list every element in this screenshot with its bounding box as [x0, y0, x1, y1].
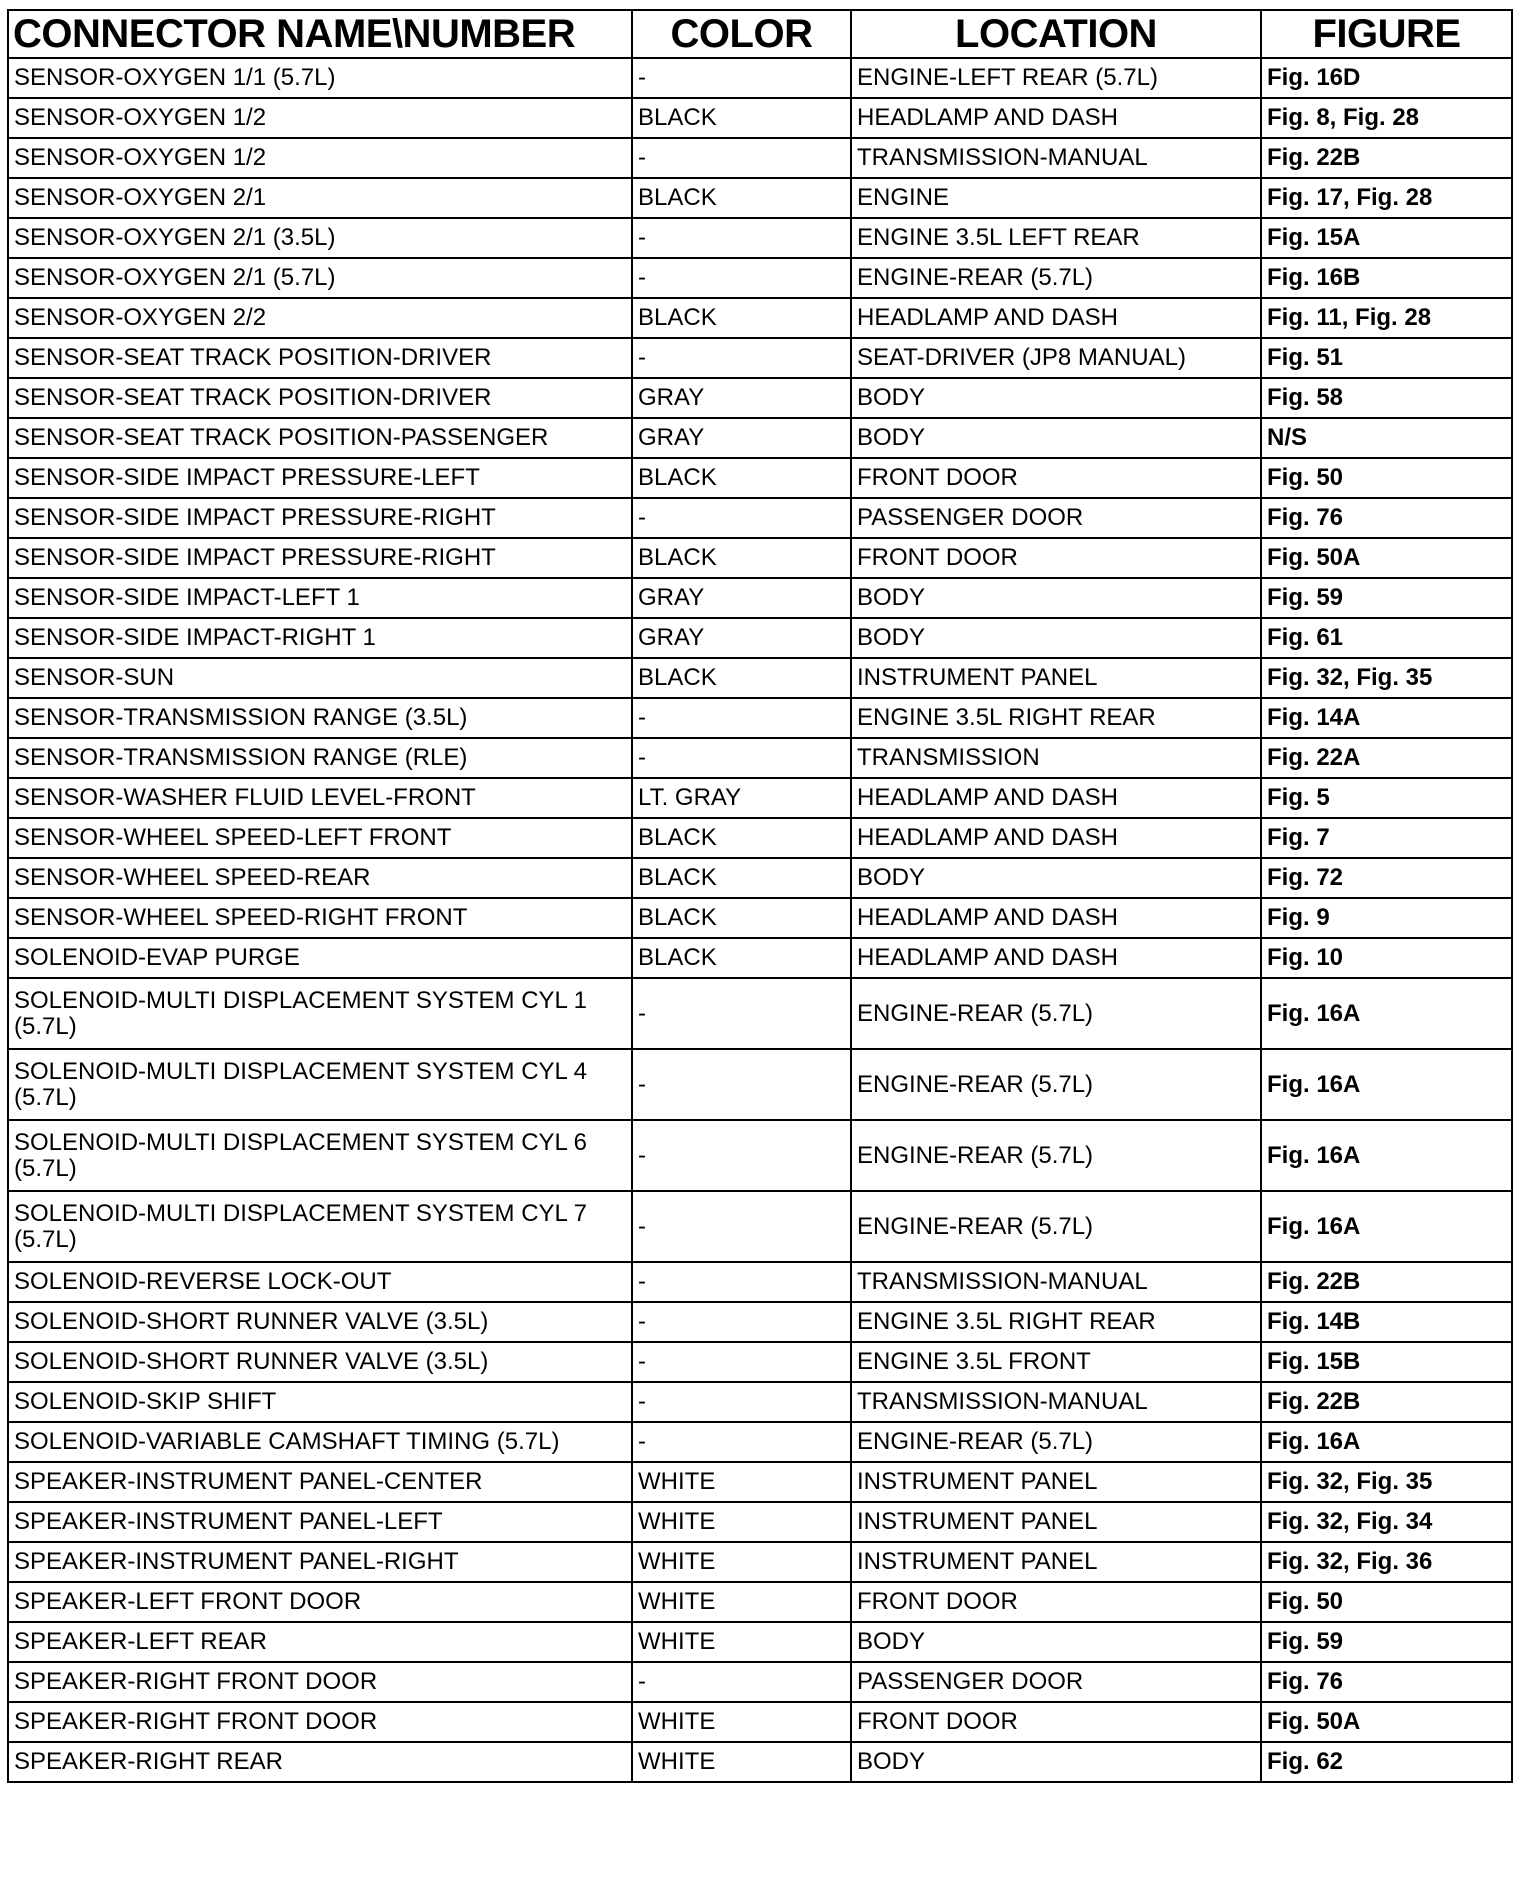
cell-color: BLACK — [632, 538, 851, 578]
table-row — [8, 178, 1512, 218]
cell-connector-name: SOLENOID-MULTI DISPLACEMENT SYSTEM CYL 6 (5.7L) — [8, 1120, 632, 1191]
cell-color: BLACK — [632, 658, 851, 698]
cell-location: ENGINE-REAR (5.7L) — [851, 1120, 1261, 1191]
cell-connector-name: SENSOR-OXYGEN 1/1 (5.7L) — [8, 58, 632, 98]
cell-location: HEADLAMP AND DASH — [851, 98, 1261, 138]
table-row — [8, 1662, 1512, 1702]
table-row — [8, 1502, 1512, 1542]
cell-location: BODY — [851, 578, 1261, 618]
cell-color: LT. GRAY — [632, 778, 851, 818]
cell-figure: Fig. 14A — [1261, 698, 1512, 738]
cell-color: BLACK — [632, 298, 851, 338]
cell-color: GRAY — [632, 578, 851, 618]
cell-figure: Fig. 16A — [1261, 978, 1512, 1049]
cell-color: WHITE — [632, 1702, 851, 1742]
table-row — [8, 1542, 1512, 1582]
cell-location: HEADLAMP AND DASH — [851, 938, 1261, 978]
cell-color: - — [632, 1382, 851, 1422]
table-row — [8, 218, 1512, 258]
cell-color: BLACK — [632, 898, 851, 938]
cell-connector-name: SENSOR-OXYGEN 1/2 — [8, 98, 632, 138]
cell-color: - — [632, 738, 851, 778]
cell-location: BODY — [851, 1622, 1261, 1662]
table-row — [8, 898, 1512, 938]
cell-location: PASSENGER DOOR — [851, 1662, 1261, 1702]
cell-figure: Fig. 59 — [1261, 578, 1512, 618]
cell-figure: Fig. 15B — [1261, 1342, 1512, 1382]
table-row — [8, 378, 1512, 418]
table-row — [8, 618, 1512, 658]
cell-color: - — [632, 338, 851, 378]
cell-location: BODY — [851, 378, 1261, 418]
table-row — [8, 578, 1512, 618]
cell-color: - — [632, 1302, 851, 1342]
cell-connector-name: SENSOR-SEAT TRACK POSITION-DRIVER — [8, 338, 632, 378]
table-row — [8, 458, 1512, 498]
cell-connector-name: SOLENOID-SKIP SHIFT — [8, 1382, 632, 1422]
table-body — [8, 58, 1512, 1782]
cell-location: ENGINE — [851, 178, 1261, 218]
table-row — [8, 58, 1512, 98]
cell-figure: Fig. 22B — [1261, 1382, 1512, 1422]
table-row — [8, 1702, 1512, 1742]
cell-color: BLACK — [632, 938, 851, 978]
cell-figure: Fig. 50 — [1261, 1582, 1512, 1622]
cell-connector-name: SPEAKER-INSTRUMENT PANEL-RIGHT — [8, 1542, 632, 1582]
cell-color: GRAY — [632, 618, 851, 658]
cell-location: TRANSMISSION-MANUAL — [851, 1382, 1261, 1422]
cell-figure: N/S — [1261, 418, 1512, 458]
cell-figure: Fig. 72 — [1261, 858, 1512, 898]
cell-color: GRAY — [632, 418, 851, 458]
cell-figure: Fig. 16A — [1261, 1191, 1512, 1262]
cell-connector-name: SENSOR-SIDE IMPACT-RIGHT 1 — [8, 618, 632, 658]
cell-figure: Fig. 15A — [1261, 218, 1512, 258]
cell-color: - — [632, 58, 851, 98]
cell-connector-name: SENSOR-OXYGEN 2/1 — [8, 178, 632, 218]
cell-color: - — [632, 1049, 851, 1120]
table-row — [8, 1422, 1512, 1462]
cell-figure: Fig. 7 — [1261, 818, 1512, 858]
cell-location: ENGINE 3.5L RIGHT REAR — [851, 1302, 1261, 1342]
table-row — [8, 298, 1512, 338]
cell-location: INSTRUMENT PANEL — [851, 658, 1261, 698]
cell-figure: Fig. 50A — [1261, 1702, 1512, 1742]
cell-figure: Fig. 11, Fig. 28 — [1261, 298, 1512, 338]
cell-connector-name: SENSOR-OXYGEN 2/2 — [8, 298, 632, 338]
cell-connector-name: SENSOR-OXYGEN 2/1 (5.7L) — [8, 258, 632, 298]
cell-location: TRANSMISSION-MANUAL — [851, 138, 1261, 178]
cell-figure: Fig. 14B — [1261, 1302, 1512, 1342]
cell-location: TRANSMISSION-MANUAL — [851, 1262, 1261, 1302]
table-row — [8, 1049, 1512, 1120]
cell-figure: Fig. 16D — [1261, 58, 1512, 98]
cell-location: ENGINE-REAR (5.7L) — [851, 1191, 1261, 1262]
cell-color: WHITE — [632, 1462, 851, 1502]
header-color: COLOR — [632, 10, 851, 58]
cell-connector-name: SENSOR-WHEEL SPEED-REAR — [8, 858, 632, 898]
cell-connector-name: SPEAKER-RIGHT REAR — [8, 1742, 632, 1782]
cell-figure: Fig. 59 — [1261, 1622, 1512, 1662]
cell-connector-name: SENSOR-WASHER FLUID LEVEL-FRONT — [8, 778, 632, 818]
table-row — [8, 138, 1512, 178]
table-row — [8, 1742, 1512, 1782]
table-row — [8, 778, 1512, 818]
table-row — [8, 1582, 1512, 1622]
cell-figure: Fig. 16A — [1261, 1049, 1512, 1120]
cell-color: GRAY — [632, 378, 851, 418]
table-row — [8, 978, 1512, 1049]
table-row — [8, 938, 1512, 978]
cell-connector-name: SENSOR-OXYGEN 2/1 (3.5L) — [8, 218, 632, 258]
cell-color: - — [632, 218, 851, 258]
cell-figure: Fig. 22A — [1261, 738, 1512, 778]
cell-color: BLACK — [632, 178, 851, 218]
table-row — [8, 1262, 1512, 1302]
cell-location: PASSENGER DOOR — [851, 498, 1261, 538]
cell-connector-name: SPEAKER-LEFT FRONT DOOR — [8, 1582, 632, 1622]
cell-color: BLACK — [632, 98, 851, 138]
cell-figure: Fig. 76 — [1261, 498, 1512, 538]
cell-figure: Fig. 50A — [1261, 538, 1512, 578]
cell-location: BODY — [851, 418, 1261, 458]
cell-figure: Fig. 32, Fig. 35 — [1261, 1462, 1512, 1502]
table-row — [8, 418, 1512, 458]
cell-color: WHITE — [632, 1582, 851, 1622]
table-row — [8, 818, 1512, 858]
cell-connector-name: SENSOR-SIDE IMPACT PRESSURE-LEFT — [8, 458, 632, 498]
cell-location: SEAT-DRIVER (JP8 MANUAL) — [851, 338, 1261, 378]
cell-connector-name: SOLENOID-MULTI DISPLACEMENT SYSTEM CYL 4 (5.7L) — [8, 1049, 632, 1120]
table-header-row — [8, 10, 1512, 58]
cell-color: BLACK — [632, 818, 851, 858]
cell-location: HEADLAMP AND DASH — [851, 898, 1261, 938]
cell-location: INSTRUMENT PANEL — [851, 1502, 1261, 1542]
table-row — [8, 738, 1512, 778]
table-row — [8, 98, 1512, 138]
cell-location: ENGINE 3.5L RIGHT REAR — [851, 698, 1261, 738]
cell-connector-name: SPEAKER-RIGHT FRONT DOOR — [8, 1662, 632, 1702]
cell-color: WHITE — [632, 1542, 851, 1582]
cell-color: - — [632, 258, 851, 298]
table-row — [8, 338, 1512, 378]
cell-color: - — [632, 1422, 851, 1462]
cell-figure: Fig. 5 — [1261, 778, 1512, 818]
cell-connector-name: SOLENOID-SHORT RUNNER VALVE (3.5L) — [8, 1342, 632, 1382]
cell-location: ENGINE-REAR (5.7L) — [851, 978, 1261, 1049]
cell-color: WHITE — [632, 1742, 851, 1782]
cell-figure: Fig. 16A — [1261, 1120, 1512, 1191]
header-connector-name: CONNECTOR NAME\NUMBER — [8, 10, 632, 58]
cell-connector-name: SOLENOID-MULTI DISPLACEMENT SYSTEM CYL 7 (5.7L) — [8, 1191, 632, 1262]
cell-location: ENGINE-REAR (5.7L) — [851, 1422, 1261, 1462]
cell-color: BLACK — [632, 858, 851, 898]
table-row — [8, 258, 1512, 298]
cell-location: BODY — [851, 858, 1261, 898]
cell-location: ENGINE 3.5L FRONT — [851, 1342, 1261, 1382]
cell-connector-name: SENSOR-SEAT TRACK POSITION-DRIVER — [8, 378, 632, 418]
cell-connector-name: SOLENOID-EVAP PURGE — [8, 938, 632, 978]
cell-connector-name: SENSOR-SIDE IMPACT PRESSURE-RIGHT — [8, 498, 632, 538]
cell-location: FRONT DOOR — [851, 1582, 1261, 1622]
cell-figure: Fig. 9 — [1261, 898, 1512, 938]
cell-color: - — [632, 1662, 851, 1702]
cell-connector-name: SPEAKER-INSTRUMENT PANEL-CENTER — [8, 1462, 632, 1502]
cell-connector-name: SENSOR-SIDE IMPACT-LEFT 1 — [8, 578, 632, 618]
cell-location: HEADLAMP AND DASH — [851, 298, 1261, 338]
cell-figure: Fig. 16B — [1261, 258, 1512, 298]
cell-figure: Fig. 32, Fig. 36 — [1261, 1542, 1512, 1582]
cell-location: FRONT DOOR — [851, 458, 1261, 498]
cell-connector-name: SPEAKER-LEFT REAR — [8, 1622, 632, 1662]
cell-location: TRANSMISSION — [851, 738, 1261, 778]
cell-figure: Fig. 16A — [1261, 1422, 1512, 1462]
cell-location: BODY — [851, 1742, 1261, 1782]
cell-figure: Fig. 32, Fig. 35 — [1261, 658, 1512, 698]
cell-connector-name: SOLENOID-SHORT RUNNER VALVE (3.5L) — [8, 1302, 632, 1342]
cell-color: - — [632, 978, 851, 1049]
cell-connector-name: SENSOR-SUN — [8, 658, 632, 698]
header-figure: FIGURE — [1261, 10, 1512, 58]
cell-location: BODY — [851, 618, 1261, 658]
cell-connector-name: SENSOR-SEAT TRACK POSITION-PASSENGER — [8, 418, 632, 458]
cell-connector-name: SENSOR-TRANSMISSION RANGE (3.5L) — [8, 698, 632, 738]
cell-figure: Fig. 10 — [1261, 938, 1512, 978]
cell-connector-name: SENSOR-SIDE IMPACT PRESSURE-RIGHT — [8, 538, 632, 578]
table-row — [8, 1382, 1512, 1422]
cell-location: FRONT DOOR — [851, 538, 1261, 578]
cell-figure: Fig. 50 — [1261, 458, 1512, 498]
cell-figure: Fig. 62 — [1261, 1742, 1512, 1782]
table-row — [8, 538, 1512, 578]
cell-figure: Fig. 22B — [1261, 138, 1512, 178]
table-row — [8, 1191, 1512, 1262]
cell-connector-name: SOLENOID-VARIABLE CAMSHAFT TIMING (5.7L) — [8, 1422, 632, 1462]
cell-location: FRONT DOOR — [851, 1702, 1261, 1742]
cell-location: INSTRUMENT PANEL — [851, 1462, 1261, 1502]
cell-color: - — [632, 1191, 851, 1262]
table-row — [8, 858, 1512, 898]
cell-figure: Fig. 61 — [1261, 618, 1512, 658]
header-location: LOCATION — [851, 10, 1261, 58]
cell-figure: Fig. 32, Fig. 34 — [1261, 1502, 1512, 1542]
cell-figure: Fig. 8, Fig. 28 — [1261, 98, 1512, 138]
cell-color: - — [632, 698, 851, 738]
cell-color: WHITE — [632, 1502, 851, 1542]
cell-color: WHITE — [632, 1622, 851, 1662]
cell-figure: Fig. 51 — [1261, 338, 1512, 378]
cell-color: BLACK — [632, 458, 851, 498]
cell-color: - — [632, 1120, 851, 1191]
cell-location: ENGINE-REAR (5.7L) — [851, 1049, 1261, 1120]
connector-table — [7, 9, 1513, 1783]
cell-figure: Fig. 22B — [1261, 1262, 1512, 1302]
table-row — [8, 1120, 1512, 1191]
table-row — [8, 1462, 1512, 1502]
cell-location: HEADLAMP AND DASH — [851, 778, 1261, 818]
cell-color: - — [632, 498, 851, 538]
cell-connector-name: SENSOR-OXYGEN 1/2 — [8, 138, 632, 178]
cell-connector-name: SENSOR-WHEEL SPEED-RIGHT FRONT — [8, 898, 632, 938]
cell-figure: Fig. 17, Fig. 28 — [1261, 178, 1512, 218]
table-row — [8, 1622, 1512, 1662]
cell-connector-name: SENSOR-TRANSMISSION RANGE (RLE) — [8, 738, 632, 778]
cell-connector-name: SPEAKER-RIGHT FRONT DOOR — [8, 1702, 632, 1742]
table-row — [8, 658, 1512, 698]
table-row — [8, 1342, 1512, 1382]
table-row — [8, 498, 1512, 538]
cell-color: - — [632, 138, 851, 178]
cell-connector-name: SPEAKER-INSTRUMENT PANEL-LEFT — [8, 1502, 632, 1542]
cell-location: HEADLAMP AND DASH — [851, 818, 1261, 858]
cell-location: INSTRUMENT PANEL — [851, 1542, 1261, 1582]
cell-color: - — [632, 1262, 851, 1302]
table-row — [8, 1302, 1512, 1342]
cell-figure: Fig. 58 — [1261, 378, 1512, 418]
cell-location: ENGINE-LEFT REAR (5.7L) — [851, 58, 1261, 98]
cell-connector-name: SOLENOID-MULTI DISPLACEMENT SYSTEM CYL 1 (5.7L) — [8, 978, 632, 1049]
table-row — [8, 698, 1512, 738]
cell-color: - — [632, 1342, 851, 1382]
cell-location: ENGINE 3.5L LEFT REAR — [851, 218, 1261, 258]
cell-location: ENGINE-REAR (5.7L) — [851, 258, 1261, 298]
cell-connector-name: SOLENOID-REVERSE LOCK-OUT — [8, 1262, 632, 1302]
cell-connector-name: SENSOR-WHEEL SPEED-LEFT FRONT — [8, 818, 632, 858]
cell-figure: Fig. 76 — [1261, 1662, 1512, 1702]
